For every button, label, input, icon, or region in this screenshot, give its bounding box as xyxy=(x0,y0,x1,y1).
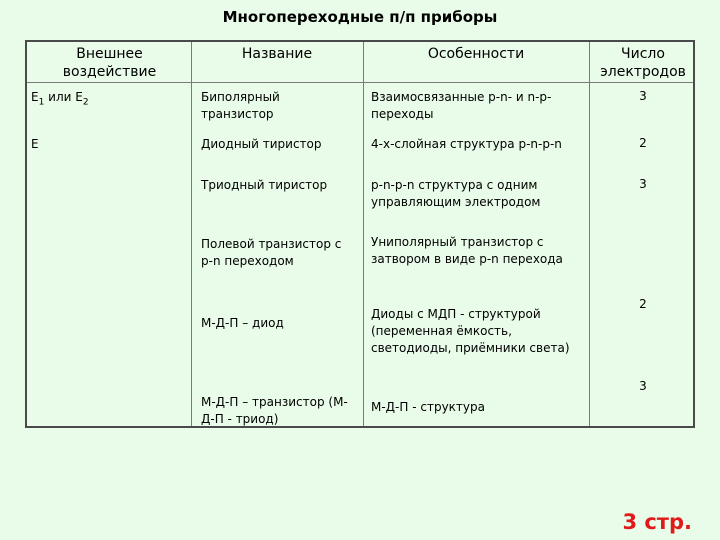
row-4-name: Полевой транзистор с p-n переходом xyxy=(201,237,342,268)
column-divider-1 xyxy=(191,42,192,426)
header-name: Название xyxy=(241,46,313,62)
row-5-features: Диоды с МДП - структурой (переменная ёмкость, светодиоды, приёмники света) xyxy=(371,307,570,355)
header-electrodes: Число электродов xyxy=(600,46,686,80)
row-1-influence: $E_1$ или $E_2$ xyxy=(31,90,89,108)
header-influence: Внешнее воздействие xyxy=(62,46,157,80)
row-6-electrodes: 3 xyxy=(639,379,647,393)
page-number: 3 стр. xyxy=(622,510,692,534)
row-1-electrodes: 3 xyxy=(639,89,647,103)
row-3-features: p-n-p-n структура с одним управляющим электродом xyxy=(371,178,541,209)
row-2-influence: E xyxy=(31,137,39,151)
row-1-features: Взаимосвязанные p-n- и n-p-переходы xyxy=(371,90,552,121)
row-3-name: Триодный тиристор xyxy=(201,178,328,192)
row-2-electrodes: 2 xyxy=(639,136,647,150)
column-divider-3 xyxy=(589,42,590,426)
devices-table xyxy=(25,40,695,428)
row-4-features: Униполярный транзистор с затвором в виде p-n перехода xyxy=(371,235,563,266)
row-6-name: М-Д-П – транзистор (М-Д-П - триод) xyxy=(201,395,348,426)
header-divider xyxy=(27,82,693,83)
row-2-features: 4-х-слойная структура p-n-p-n xyxy=(371,137,562,151)
header-features: Особенности xyxy=(427,46,525,62)
page-title: Многопереходные п/п приборы xyxy=(222,8,498,26)
row-6-features: М-Д-П - структура xyxy=(371,400,485,414)
row-3-electrodes: 3 xyxy=(639,177,647,191)
column-divider-2 xyxy=(363,42,364,426)
row-5-name: М-Д-П – диод xyxy=(201,316,284,330)
row-1-name: Биполярный транзистор xyxy=(201,90,280,121)
row-2-name: Диодный тиристор xyxy=(201,137,322,151)
row-5-electrodes: 2 xyxy=(639,297,647,311)
